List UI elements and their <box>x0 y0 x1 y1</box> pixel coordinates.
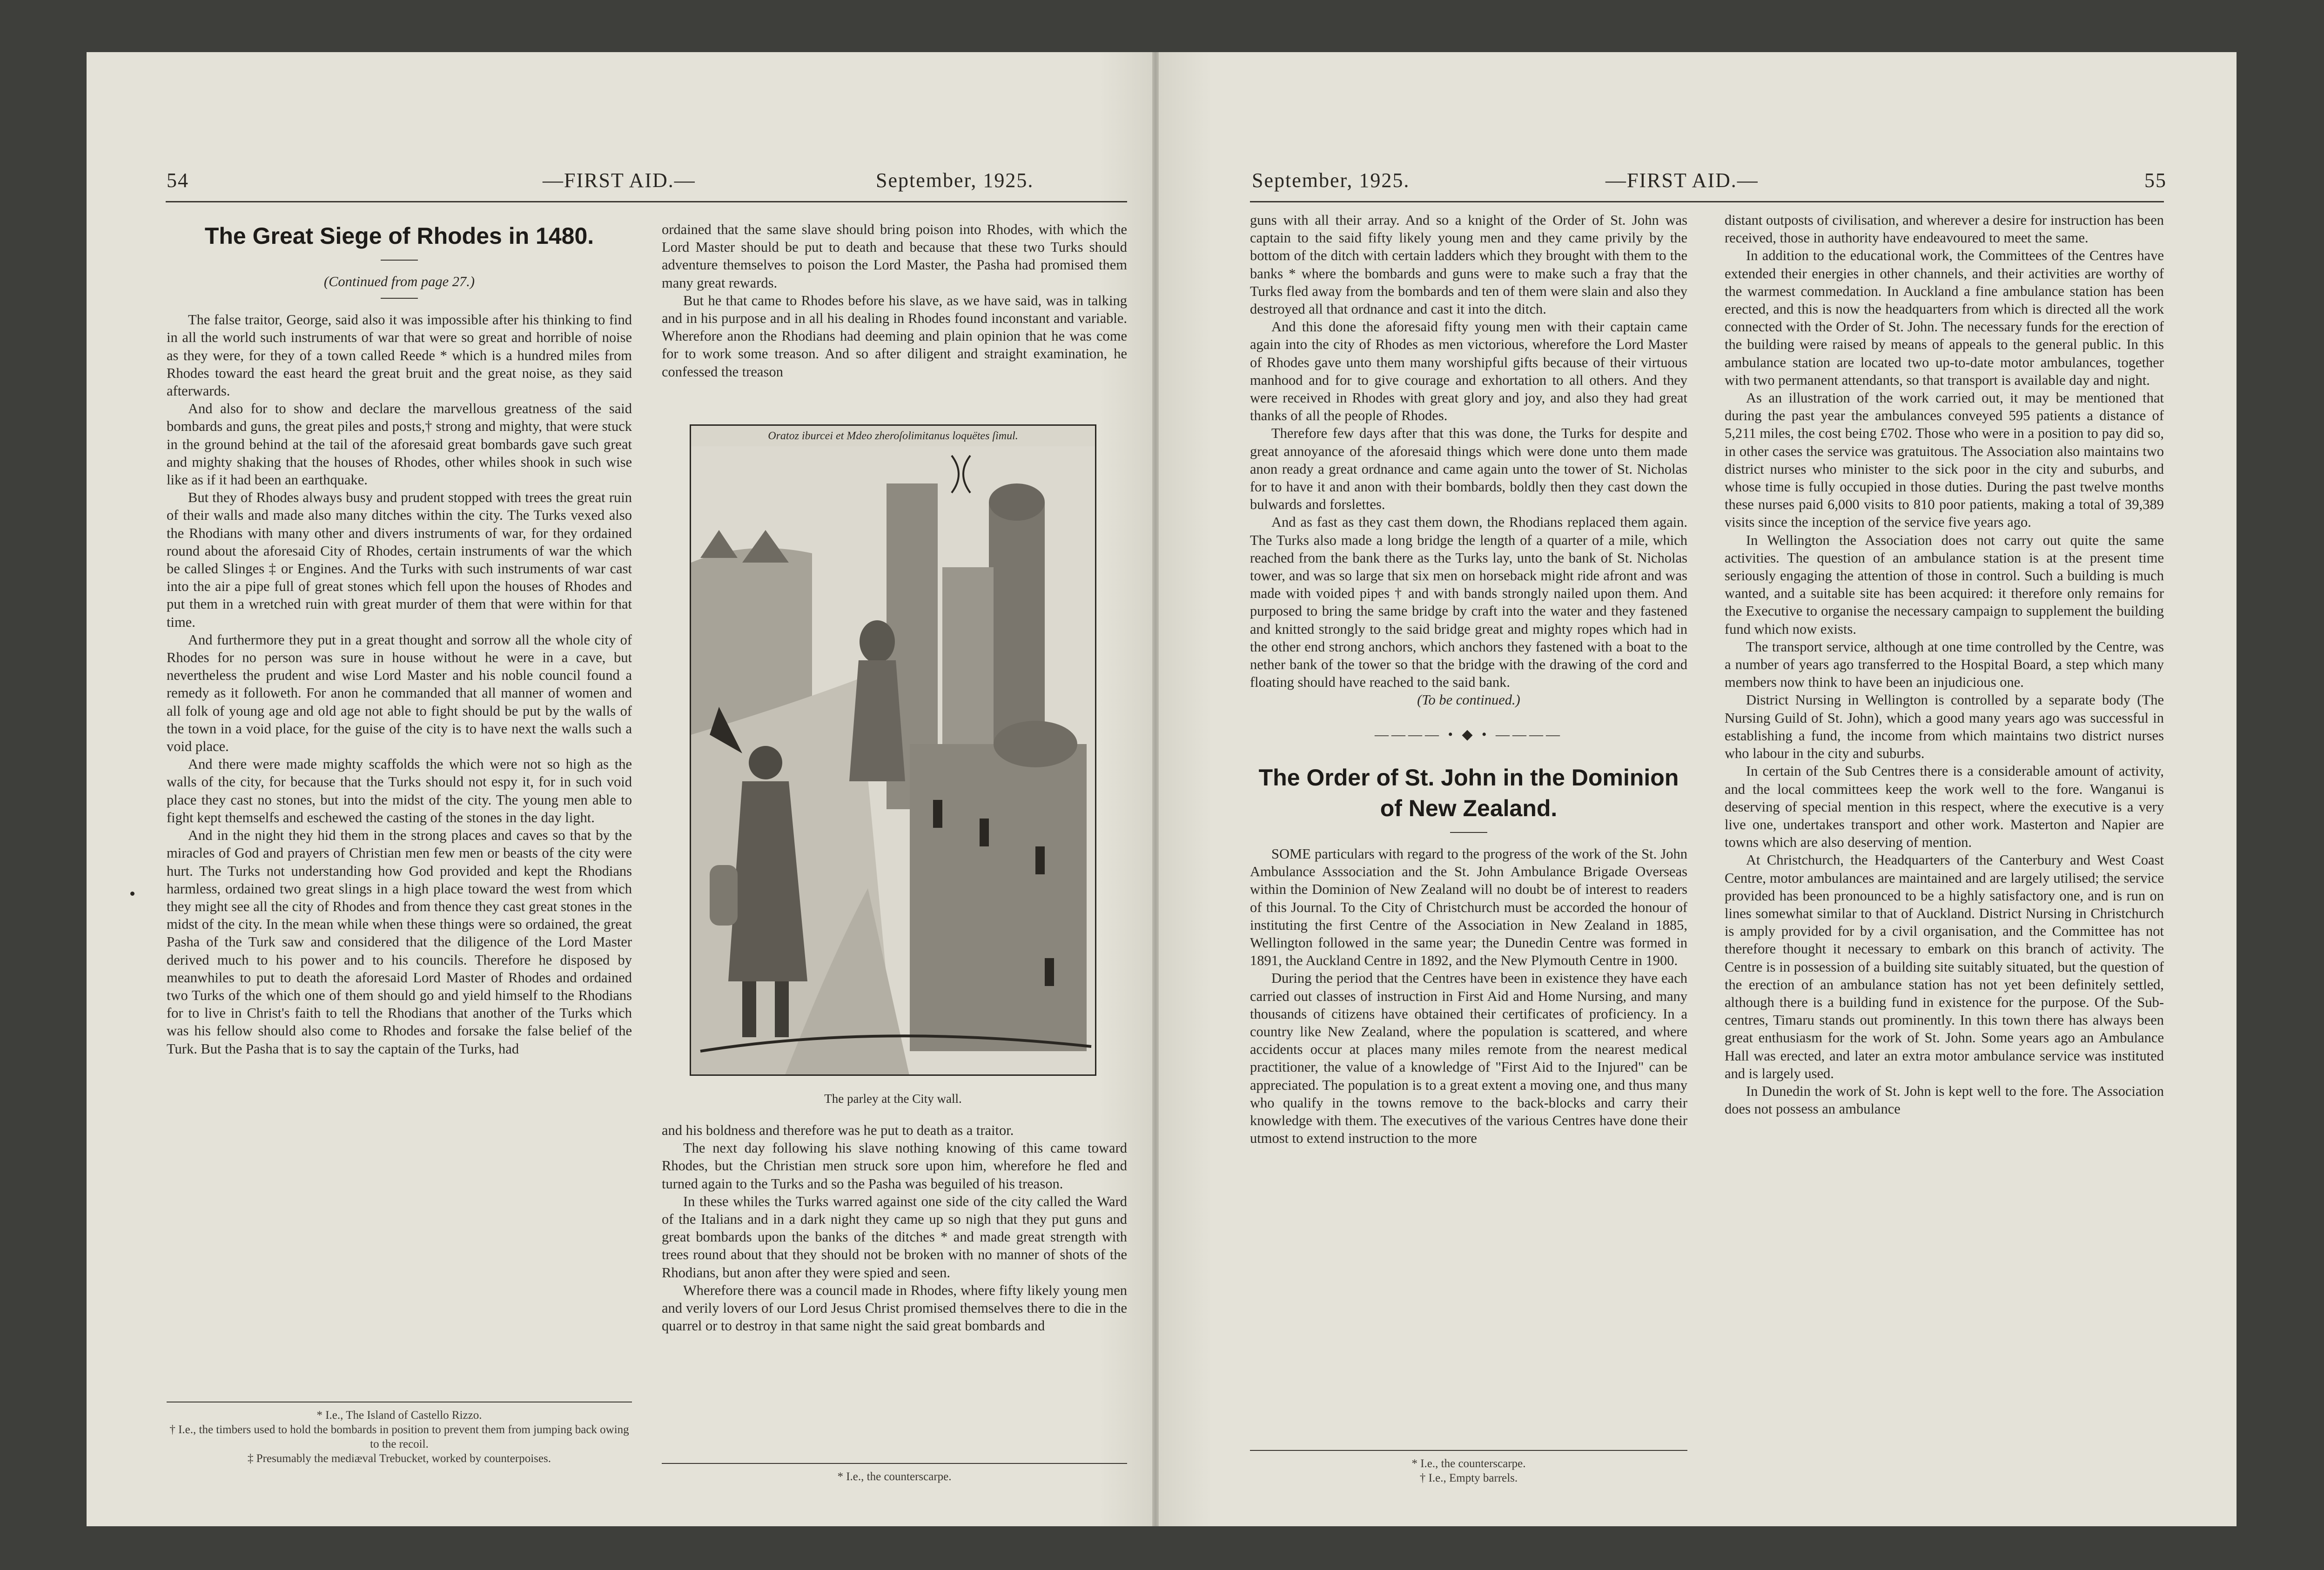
right-col1-footnotes <box>1250 1450 1687 1485</box>
paragraph: SOME particulars with regard to the progress of the work of the St. John Ambulance Asssociation and the St. John Ambulance Brigade Overseas within the Dominion of New Zealand will no doubt be of interest to readers of this Journal. To the City of Christchurch must be accorded the honour of instituting the first Centre of the Association in New Zealand in 1885, Wellington followed in the same year; the Dunedin Centre was formed in 1891, the Auckland Centre in 1892, and the New Plymouth Centre in 1900. <box>1250 845 1687 969</box>
continued-note: (Continued from page 27.) <box>323 274 475 289</box>
left-column-2-bottom <box>662 1121 1127 1456</box>
paragraph: At Christchurch, the Headquarters of the Canterbury and West Coast Centre, motor ambulances are maintained and are largely utilised; the service provided has been pronounced to be a highly satisfactory one, and is run on lines somewhat similar to that of Auckland. District Nursing in Christchurch is amply provided for by a civil organisation, and the Committee has not therefore thought it necessary to embark on this branch of activity. The Centre is in possession of a building site suitably situated, but the question of the erection of an ambulance station has not yet been definitely settled, although there is a building fund in existence for the purpose. Of the Sub-centres, Timaru stands out prominently. In this town there has always been great enthusiasm for the work of St. John. Some years ago an Ambulance Hall was erected, and later an extra motor ambulance service was instituted and is largely used. <box>1725 852 2164 1081</box>
paragraph: distant outposts of civilisation, and wherever a desire for instruction has been received, those in authority have endeavoured to meet the same. <box>1725 212 2164 246</box>
paragraph: and his boldness and therefore was he put to death as a traitor. <box>662 1122 1014 1138</box>
paragraph: But he that came to Rhodes before his slave, as we have said, was in talking and in his purpose and in all his dealing in Rhodes found inconstant and variable. Wherefore anon the Rhodians had deeming and plain opinion that he was come for to work some treason. And so after diligent and straight examination, he confessed the treason <box>662 292 1127 380</box>
paragraph: As an illustration of the work carried out, it may be mentioned that during the past year the ambulances conveyed 595 patients a distance of 5,211 miles, the cost being £702. Those who were in a position to pay did so, in other cases the service was gratuitous. The Association also maintains two district nurses who minister to the sick poor in the city and suburbs, and whose time is fully occupied in those duties. During the past twelve months these nurses paid 6,000 visits to 810 poor patients, making a total of 39,389 visits since the inception of the service five years ago. <box>1725 390 2164 530</box>
footnote: * I.e., The Island of Castello Rizzo. <box>316 1409 482 1422</box>
paragraph: The transport service, although at one time controlled by the Centre, was a number of years ago transferred to the Hospital Board, a step which many members now think to have been an injudicious one. <box>1725 638 2164 691</box>
woodcut-scene <box>691 446 1096 1076</box>
paragraph: And this done the aforesaid fifty young men with their captain came again into the city of Rhodes as men victorious, wherefore the Lord Master of Rhodes gave unto them many worshipful gifts because of their virtuous manhood and for to give courage and exhortation to all others. And they were received in Rhodes with great glory and joy, and also they had great thanks of all the people of Rhodes. <box>1250 319 1687 424</box>
footnote: † I.e., Empty barrels. <box>1419 1472 1518 1484</box>
left-col1-footnotes <box>167 1402 632 1466</box>
paragraph: In addition to the educational work, the Committees of the Centres have extended their energies in other channels, and their activities are worthy of the warmest commedation. In Auckland a fine ambulance station has been erected, and this is now the headquarters from which is directed all the work connected with the Order of St. John. The necessary funds for the erection of the building were raised by means of appeals to the general public. In this ambulance station are located two up-to-date motor ambulances, together with two permanent attendants, so that transport is available day and night. <box>1725 248 2164 388</box>
paragraph: In Dunedin the work of St. John is kept well to the fore. The Association does not possess an ambulance <box>1725 1083 2164 1117</box>
figure-caption: The parley at the City wall. <box>824 1092 962 1106</box>
paragraph: Therefore few days after that this was done, the Turks for despite and great annoyance of the aforesaid things which were done unto them made anon ready a great ordnance and came again unto the tower of St. Nicholas for to have it and anon with their bombards, boldly then they cast down the bulwards and forslettes. <box>1250 425 1687 513</box>
paragraph: And there were made mighty scaffolds the which were not so high as the walls of the city, for because that the Turks should not espy it, for in such void place they cast no stones, but into the midst of the city. The young men able to fight kept themselfs and eschewed the casting of the stones in the day light. <box>167 756 632 825</box>
paragraph: But they of Rhodes always busy and prudent stopped with trees the great ruin of their walls and made also many ditches within the city. The Turks vexed also the Rhodians with many other and divers instruments of war, for they ordained round about the aforesaid City of Rhodes, certain instruments of war the which be called Slinges ‡ or Engines. And the Turks with such instruments of war cast into the air a pipe full of great stones which fell upon the houses of Rhodes and put them in a wretched ruin with great murder of them that were within for that time. <box>167 490 632 630</box>
paragraph: And also for to show and declare the marvellous greatness of the said bombards and guns, the great piles and posts,† strong and mighty, that were stuck in the ground behind at the tail of the aforesaid great bombards gave such great and mighty shaking that the houses of Rhodes, other whiles shook in such wise like as if it had been an earthquake. <box>167 401 632 488</box>
footnote: * I.e., the counterscarpe. <box>1411 1457 1526 1470</box>
paragraph: And in the night they hid them in the strong places and caves so that by the miracles of God and prayers of Christian men few men or beasts of the city were hurt. The Turks not understanding how God provided and kept the Rhodians harmless, ordained two great slings in a high place toward the west from which they might see all the city of Rhodes and from thence they cast great stones in the midst of the city. In the mean while when these things were so ordained, the great Pasha of the Turk saw and considered that the diligence of the Lord Master derived much to his power and to his councils. Therefore he disposed by meanwhiles to put to death the aforesaid Lord Master of Rhodes and ordained two Turks of the which one of them should go and yield himself to the Rhodians for to live in Christ's faith to tell the Rhodians that another of the Turks which was his fellow should also come to Rhodes and forsake the false belief of the Turk. But the Pasha that is to say the captain of the Turks, had <box>167 827 632 1057</box>
section-ornament: ———— • ◆ • ———— <box>1374 726 1563 742</box>
to-be-continued: (To be continued.) <box>1417 692 1520 708</box>
paragraph: District Nursing in Wellington is controlled by a separate body (The Nursing Guild of St. John), which a good many years ago was successful in establishing a fund, the income from which maintains two district nurses who labour in the city and suburbs. <box>1725 692 2164 762</box>
paragraph: And as fast as they cast them down, the Rhodians replaced them again. The Turks also made a long bridge the length of a quarter of a mile, which reached from the bank there as the Turks lay, unto the bank of St. Nicholas tower, and was so large that six men on horseback might ride afront and was made with voided pipes † and with bands strongly nailed upon them. And purposed to bring the same bridge by craft into the water and they fastened and knitted strongly to the said bridge great and mighty ropes which had in the other end strong anchors, which anchors they fastened with a boat to the nether bank of the tower so that the bridge with the drawing of the cord and floating should have reached to the said bank. <box>1250 514 1687 691</box>
paragraph: Wherefore there was a council made in Rhodes, where fifty likely young men and verily lovers of our Lord Jesus Christ promised themselves there to die in the quarrel or to destroy in that same night the said great bombards and <box>662 1282 1127 1334</box>
left-page <box>87 52 1152 1526</box>
running-title: —FIRST AID.— <box>543 169 696 192</box>
left-column-1 <box>167 221 632 1393</box>
illustration-header: Oratoz iburcei et Mdeo zheroſolimitanus loquëtes ſimul. <box>691 426 1095 448</box>
title-rule <box>381 260 418 261</box>
paragraph: During the period that the Centres have been in existence they have each carried out classes of instruction in First Aid and Home Nursing, and many thousands of citizens have obtained their certificates of proficiency. In a country like New Zealand, where the population is scattered, and where accidents occur at places many miles remote from the nearest medical practitioner, the value of a knowledge of "First Aid to the Injured" can be appreciated. The population is to a great extent a moving one, and thus many who qualify in the towns remove to the back-blocks and carry their knowledge with them. The executives of the various Centres have done their utmost to extend instruction to the more <box>1250 970 1687 1147</box>
right-page <box>1159 52 2237 1526</box>
running-title: —FIRST AID.— <box>1605 169 1759 192</box>
page-number: 54 <box>167 169 189 192</box>
left-column-2-top <box>662 221 1127 416</box>
paragraph: And furthermore they put in a great thought and sorrow all the whole city of Rhodes for no person was sure in house without he were in a cave, but nevertheless the prudent and wise Lord Master and his noble council found a remedy as it followeth. For anon he commanded that all manner of women and all folk of young age and old age not able to fight should be put by the walls of the town in a void place, for the guise of the city is to have next the walls such a void place. <box>167 631 632 755</box>
article-title: The Great Siege of Rhodes in 1480. <box>204 223 594 249</box>
footnote: ‡ Presumably the mediæval Trebucket, worked by counterpoises. <box>248 1452 551 1465</box>
paragraph: The next day following his slave nothing knowing of this came toward Rhodes, but the Christian men struck sore upon him, wherefore he fled and turned again to the Turks and so the Pasha was beguiled of his treason. <box>662 1140 1127 1192</box>
footnote: † I.e., the timbers used to hold the bombards in position to prevent them from jumping back owing to the recoil. <box>169 1423 629 1450</box>
paragraph: In certain of the Sub Centres there is a considerable amount of activity, and the local committees keep the work well to the fore. Wanganui is deserving of special mention in this respect, where the executive is a very live one, undertakes transport and other work. Masterton and Napier are towns which are also deserving of mention. <box>1725 763 2164 851</box>
paragraph: ordained that the same slave should bring poison into Rhodes, with which the Lord Master should be put to death and because that these two Turks should adventure themselves to poison the Lord Master, the Pasha had promised them many great rewards. <box>662 221 1127 291</box>
issue-date: September, 1925. <box>1252 169 1410 192</box>
footnote-rule <box>662 1463 1127 1464</box>
paragraph: guns with all their array. And so a knight of the Order of St. John was captain to the said fifty likely young men and they came privily by the bottom of the ditch with certain ladders which they brought with them to the banks * where the bombards and guns were to make such a fray that the Turks fled away from the bombards and ten of them were slain and also they destroyed all that ordnance and cast it into the ditch. <box>1250 212 1687 317</box>
page-number: 55 <box>2144 169 2167 192</box>
woodcut-illustration <box>690 424 1096 1076</box>
header-rule <box>1250 201 2164 202</box>
issue-date: September, 1925. <box>876 169 1034 192</box>
footnote: * I.e., the counterscarpe. <box>837 1470 952 1483</box>
margin-mark <box>130 892 134 896</box>
footnote-rule <box>1250 1450 1687 1451</box>
right-column-2 <box>1725 211 2164 1496</box>
paragraph: The false traitor, George, said also it was impossible after his thinking to find in all the world such instruments of war that were so great and horrible of noise as they were, for they of a town called Reede * which is a hundred miles from Rhodes toward the east heard the great bruit and the great noise, as they said afterwards. <box>167 312 632 399</box>
section-rule <box>381 298 418 299</box>
title-rule <box>1450 832 1487 833</box>
paragraph: In Wellington the Association does not carry out quite the same activities. The question of an ambulance station is at the present time seriously engaging the attention of those in control. Such a building is much wanted, and a suitable site has been acquired: it therefore only remains for the Executive to organise the necessary campaign to supplement the building fund which now exists. <box>1725 532 2164 637</box>
article-title: The Order of St. John in the Dominion of New Zealand. <box>1258 764 1679 821</box>
right-column-1 <box>1250 211 1687 1402</box>
left-col2-footnotes <box>662 1463 1127 1484</box>
paragraph: In these whiles the Turks warred against one side of the city called the Ward of the Italians and in a dark night they came up so nigh that they put guns and great bombards upon the banks of the ditches * and made great strength with trees round about that they should not be broken with no manner of shots of the Rhodians, but anon after they were spied and seen. <box>662 1193 1127 1281</box>
header-rule <box>166 201 1127 202</box>
